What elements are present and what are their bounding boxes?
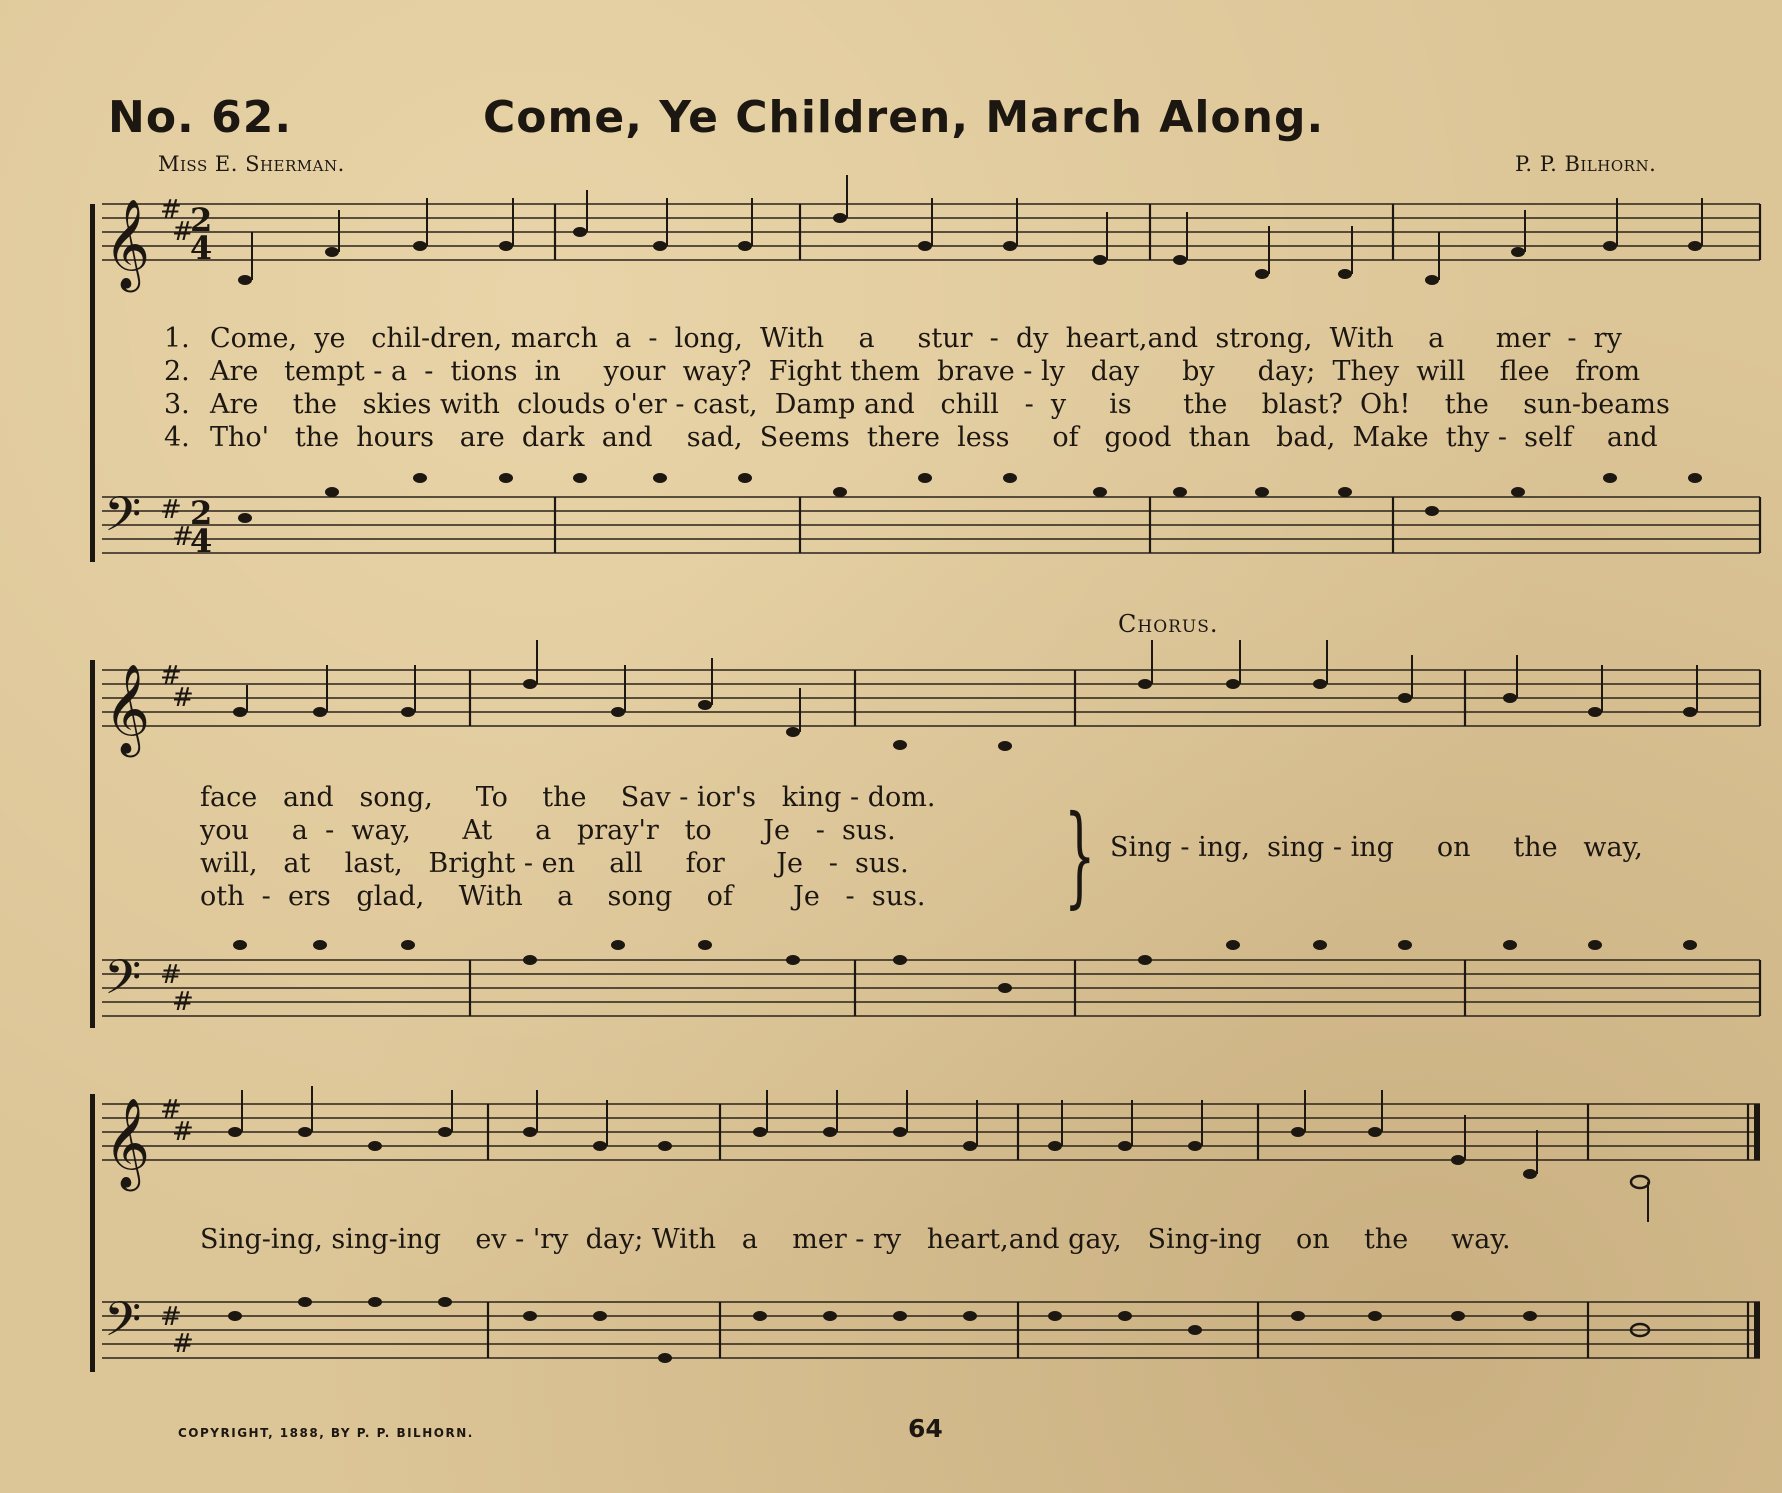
chorus-label: Chorus. — [1118, 610, 1219, 638]
svg-text:#: # — [160, 1095, 182, 1125]
svg-text:#: # — [160, 495, 182, 525]
verse-3-number: 3. — [164, 389, 190, 420]
verse-4-ending: oth - ers glad, With a song of Je - sus. — [200, 881, 926, 912]
verse-2-ending: you a - way, At a pray'r to Je - sus. — [200, 815, 896, 846]
svg-text:2: 2 — [190, 494, 213, 532]
verse-1-lyric: Come, ye chil-dren, march a - long, With a stur - dy heart,and strong, With a mer - ry — [210, 323, 1622, 354]
verse-brace: } — [1064, 791, 1096, 919]
verse-3-lyric: Are the skies with clouds o'er - cast, Damp and chill - y is the blast? Oh! the sun-beams — [210, 389, 1670, 420]
verse-2-lyric: Are tempt - a - tions in your way? Fight them brave - ly day by day; They will flee from — [210, 356, 1641, 387]
verse-2-number: 2. — [164, 356, 190, 387]
copyright-notice: COPYRIGHT, 1888, BY P. P. BILHORN. — [178, 1426, 474, 1440]
system-2-bass-notes — [233, 940, 1697, 993]
system-1-notes — [238, 213, 1702, 285]
svg-text:#: # — [160, 661, 182, 691]
svg-text:#: # — [160, 960, 182, 990]
svg-text:4: 4 — [190, 229, 213, 267]
svg-text:#: # — [160, 195, 182, 225]
page-number: 64 — [908, 1414, 943, 1443]
svg-text:𝄞: 𝄞 — [104, 199, 151, 289]
svg-text:𝄢: 𝄢 — [104, 1291, 142, 1359]
svg-text:#: # — [160, 1302, 182, 1332]
svg-text:#: # — [172, 522, 194, 552]
svg-text:#: # — [172, 683, 194, 713]
svg-text:2: 2 — [190, 201, 213, 239]
svg-text:𝄢: 𝄢 — [104, 486, 142, 554]
hymn-title: Come, Ye Children, March Along. — [483, 92, 1325, 143]
system-3-notes — [228, 1127, 1649, 1188]
svg-text:#: # — [172, 1329, 194, 1359]
lyricist-credit: Miss E. Sherman. — [158, 152, 345, 176]
chorus-lyric-line-1: Sing - ing, sing - ing on the way, — [1110, 832, 1643, 863]
verse-4-lyric: Tho' the hours are dark and sad, Seems there less of good than bad, Make thy - self and — [210, 422, 1658, 453]
svg-text:#: # — [172, 217, 194, 247]
svg-text:4: 4 — [190, 522, 213, 560]
svg-text:#: # — [172, 987, 194, 1017]
svg-text:𝄞: 𝄞 — [104, 1098, 151, 1188]
svg-text:𝄢: 𝄢 — [104, 949, 142, 1017]
svg-text:𝄞: 𝄞 — [104, 664, 151, 754]
verse-3-ending: will, at last, Bright - en all for Je - sus. — [200, 848, 909, 879]
verse-1-ending: face and song, To the Sav - ior's king - dom. — [200, 782, 936, 813]
system-2-notes — [233, 679, 1697, 751]
chorus-lyric-line-2: Sing-ing, sing-ing ev - 'ry day; With a mer - ry heart,and gay, Sing-ing on the way. — [200, 1224, 1511, 1255]
verse-4-number: 4. — [164, 422, 190, 453]
composer-credit: P. P. Bilhorn. — [1515, 152, 1657, 176]
hymn-number: No. 62. — [108, 92, 293, 143]
system-1-bass-notes — [238, 473, 1702, 523]
svg-text:#: # — [172, 1117, 194, 1147]
verse-1-number: 1. — [164, 323, 190, 354]
